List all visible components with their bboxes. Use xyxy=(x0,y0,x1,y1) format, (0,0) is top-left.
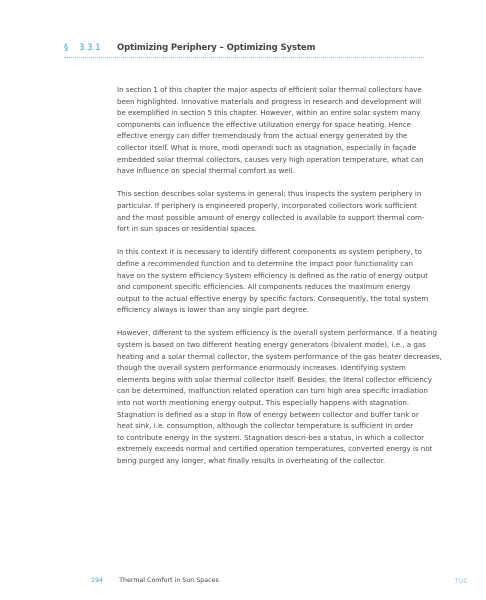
text-line: Stagnation is defined as a stop in flow of energy between collector and buffer tank or xyxy=(117,409,419,419)
running-title: Thermal Comfort in Sun Spaces xyxy=(119,577,219,584)
text-line: This section describes solar systems in general; thus inspects the system periphery in xyxy=(117,189,422,199)
text-line: and component specific efficiencies. All components reduces the maximum energy xyxy=(117,282,411,292)
heading-divider xyxy=(64,57,424,58)
text-line: have on the system efficiency System efficiency is defined as the ratio of energy output xyxy=(117,270,428,280)
section-symbol: § xyxy=(64,43,69,53)
paragraph-4 xyxy=(117,327,442,466)
text-line: heat sink, i.e. consumption, although the collector temperature is sufficient in order xyxy=(117,421,414,431)
text-line: However, different to the system efficiency is the overall system performance. If a heating xyxy=(117,328,437,338)
text-line: system is based on two different heating energy generators (bivalent mode), i.e., a gas xyxy=(117,340,426,350)
text-line: been highlighted. Innovative materials and progress in research and development will xyxy=(117,96,422,106)
text-line: and the most possible amount of energy collected is available to support thermal com- xyxy=(117,212,425,222)
page-number: 194 xyxy=(91,577,104,584)
text-line: to contribute energy in the system. Stagnation descri-bes a status, in which a collector xyxy=(117,432,425,442)
text-line: define a recommended function and to determine the impact poor functionality can xyxy=(117,258,413,268)
page-footer xyxy=(91,567,219,586)
text-line: particular. If periphery is engineered properly, incorporated collectors work sufficient xyxy=(117,200,417,210)
section-number: 3.3.1 xyxy=(79,43,101,53)
text-line: into not worth mentioning energy output. This especially happens with stagnation. xyxy=(117,398,410,408)
text-line: collector itself. What is more, modi operandi such as stagnation, especially in façade xyxy=(117,142,417,152)
text-line: can be determined, malfunction related operation can turn high area specific irradiation xyxy=(117,386,428,396)
text-line: output to the actual effective energy by specific factors. Consequently, the total system xyxy=(117,293,429,303)
paragraph-3 xyxy=(117,246,427,316)
section-title: Optimizing Periphery – Optimizing System xyxy=(117,43,316,53)
text-line: fort in sun spaces or residential spaces. xyxy=(117,224,258,234)
body-text xyxy=(117,84,442,478)
text-line: In section 1 of this chapter the major aspects of efficient solar thermal collectors have xyxy=(117,85,422,94)
text-line: efficiency always is lower than any single part degree. xyxy=(117,305,310,315)
text-line: being purged any longer, what finally results in overheating of the collector. xyxy=(117,456,386,465)
text-line: embedded solar thermal collectors, causes very high operation temperature, what can xyxy=(117,154,424,164)
text-line: heating and a solar thermal collector, the system performance of the gas heater decreases, xyxy=(117,351,442,361)
text-line: In this context it is necessary to identify different components as system periphery, to xyxy=(117,247,422,257)
text-line: though the overall system performance enormously increases. Identifying system xyxy=(117,363,406,373)
text-line: extremely exceeds normal and certified operation temperatures, converted energy is not xyxy=(117,444,433,454)
text-line: be exemplified in section 5 this chapter. However, within an entire solar system many xyxy=(117,108,421,118)
text-line: components can influence the effective utilization energy for space heating. Hence xyxy=(117,119,411,129)
text-line: elements begins with solar thermal collector itself. Besides, the literal collector efficiency xyxy=(117,374,432,384)
text-line: effective energy can differ tremendously from the actual energy generated by the xyxy=(117,131,408,141)
text-line: have influence on special thermal comfort as well. xyxy=(117,166,295,176)
paragraph-1 xyxy=(117,84,427,177)
toc-link[interactable]: TOC xyxy=(455,579,468,585)
paragraph-2 xyxy=(117,188,427,234)
